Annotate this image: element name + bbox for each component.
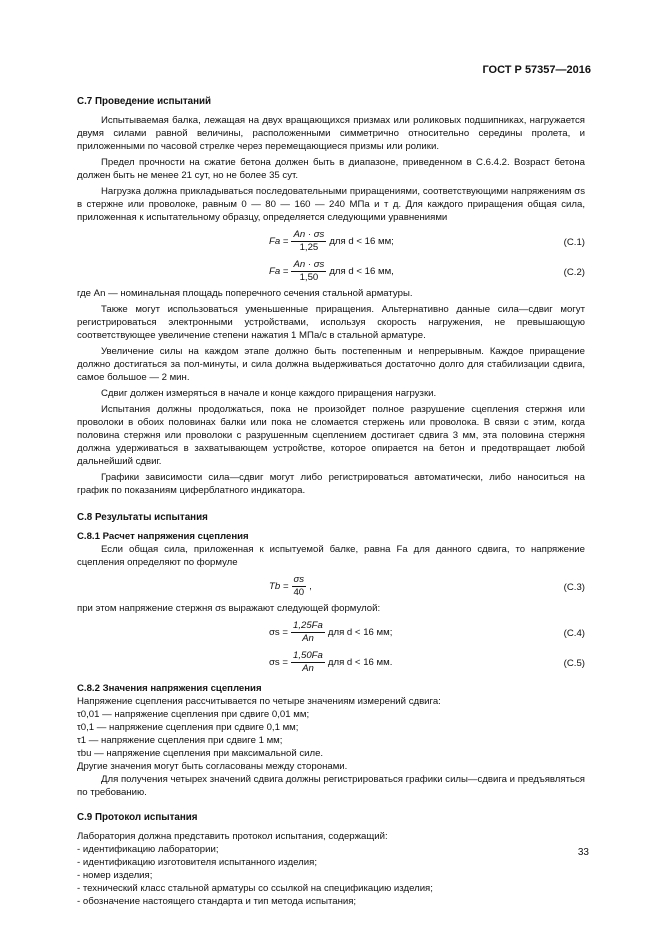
section-c9-title: С.9 Протокол испытания <box>77 812 198 823</box>
equation-c2: Fa = $\frac{An \cdot \sigma s}{1,50}$ для d < 16 мм, (С.2) <box>269 259 585 283</box>
eq-denominator: 40 <box>293 587 305 598</box>
eq-numerator: 1,50Fa <box>293 650 323 661</box>
eq-denominator: 1,25 <box>299 242 319 253</box>
eq-lhs: Tb = <box>269 581 289 592</box>
list-item: τbu — напряжение сцепления при максимальной силе. <box>77 748 324 759</box>
paragraph: Предел прочности на сжатие бетона должен быть в диапазоне, приведенном в С.6.4.2. Возраст бетона должен быть не менее 21 сут, но не более 35 сут. <box>77 157 585 181</box>
paragraph: Графики зависимости сила—сдвиг могут либо регистрироваться автоматически, либо наноситься на график по показаниям циферблатного индикатора. <box>77 472 585 496</box>
eq-numerator: An · σs <box>293 229 325 240</box>
eq-numerator: 1,25Fa <box>293 620 323 631</box>
list-intro: Лаборатория должна представить протокол испытания, содержащий: <box>77 831 388 842</box>
subsection-c81-title: С.8.1 Расчет напряжения сцепления <box>77 531 249 542</box>
paragraph: Испытываемая балка, лежащая на двух вращающихся призмах или роликовых подшипниках, нагружается двумя силами равной величины, расположенными симметрично относительно середины пролета, и приложенными по часовой стрелке через перемещающиеся призмы или ролики. <box>77 115 585 152</box>
eq-lhs: Fa <box>269 266 281 277</box>
section-c7-title: С.7 Проведение испытаний <box>77 96 212 107</box>
page-content <box>77 95 585 908</box>
eq-denominator: 1,50 <box>299 272 319 283</box>
eq-lhs: σs = <box>269 627 288 638</box>
report-contents-list <box>77 830 585 908</box>
eq-condition: для d < 16 мм; <box>329 236 394 247</box>
eq-lhs: σs = <box>269 657 288 668</box>
paragraph: Сдвиг должен измеряться в начале и конце каждого приращения нагрузки. <box>101 388 437 399</box>
list-item: τ0,01 — напряжение сцепления при сдвиге 0,01 мм; <box>77 709 310 720</box>
equation-number: (С.4) <box>563 628 585 639</box>
paragraph: Также могут использоваться уменьшенные приращения. Альтернативно данные сила—сдвиг могут регистрироваться электронными устройствами, используя скорость нагружения, не превышающую соответствующее увеличение степени нажатия 1 МПа/с в стальной арматуре. <box>77 304 585 341</box>
where-clause: где An — номинальная площадь поперечного сечения стальной арматуры. <box>77 288 413 299</box>
equation-c5 <box>77 648 585 676</box>
equation-number: (С.5) <box>563 658 585 669</box>
paragraph: Если общая сила, приложенная к испытуемой балке, равна Fa для данного сдвига, то напряжение сцепления определяют по формуле <box>77 544 585 568</box>
eq-condition: для d < 16 мм; <box>327 627 393 638</box>
eq-numerator: σs <box>293 574 305 585</box>
eq-tail: , <box>309 581 312 592</box>
list-item: - идентификацию изготовителя испытанного изделия; <box>77 857 317 868</box>
page-number: 33 <box>577 847 589 858</box>
eq-lhs: Fa <box>269 236 281 247</box>
paragraph: Для получения четырех значений сдвига должны регистрироваться графики силы—сдвига и предъявляться по требованию. <box>77 774 585 798</box>
subsection-c82-title: С.8.2 Значения напряжения сцепления <box>77 683 262 694</box>
list-item: - технический класс стальной арматуры со ссылкой на спецификацию изделия; <box>77 883 433 894</box>
paragraph: Увеличение силы на каждом этапе должно быть постепенным и непрерывным. Каждое приращение должно достигаться за пол-минуты, и сила должна выдерживаться достаточно долго для стабилизации сдвига, самое большое — 2 мин. <box>77 346 585 383</box>
equation-number: (С.1) <box>563 237 585 248</box>
eq-numerator: An · σs <box>293 259 325 270</box>
paragraph: при этом напряжение стержня σs выражают следующей формулой: <box>77 603 381 614</box>
list-item: Другие значения могут быть согласованы между сторонами. <box>77 761 348 772</box>
equation-c4 <box>77 618 585 646</box>
list-item: - номер изделия; <box>77 870 153 881</box>
document-code: ГОСТ Р 57357—2016 <box>482 64 591 76</box>
paragraph: Испытания должны продолжаться, пока не произойдет полное разрушение сцепления стержня или проволоки в обоих половинах балки или пока не сломается стержень или проволока. В связи с этим, когда половина стержня или проволоки с разрушенным сцеплением достигает сдвига 3 мм, эта половина стержня должна удерживаться в захватывающем устройстве, которое опирается на бетон и предотвращает любой дальнейший сдвиг. <box>77 404 585 467</box>
list-item: τ0,1 — напряжение сцепления при сдвиге 0,1 мм; <box>77 722 299 733</box>
list-item: - идентификацию лаборатории; <box>77 844 219 855</box>
section-c8-title: С.8 Результаты испытания <box>77 512 208 523</box>
eq-denominator: An <box>302 663 314 674</box>
equation-c1: Fa = $\frac{An \cdot \sigma s}{1,25}$ для d < 16 мм; (С.1) <box>269 229 585 253</box>
bond-stress-list <box>77 695 585 773</box>
equation-c3 <box>77 572 585 600</box>
eq-condition: для d < 16 мм. <box>327 657 393 668</box>
equation-number: (С.3) <box>563 582 585 593</box>
equation-number: (С.2) <box>563 267 585 278</box>
list-intro: Напряжение сцепления рассчитывается по четыре значениям измерений сдвига: <box>77 696 441 707</box>
eq-denominator: An <box>302 633 314 644</box>
paragraph: Нагрузка должна прикладываться последовательными приращениями, соответствующими напряжениям σs в стержне или проволоке, равным 0 — 80 — 160 — 240 МПа и т д. Для каждого приращения общая сила, приложенная к испытательному образцу, определяется следующими уравнениями <box>77 186 585 223</box>
eq-condition: для d < 16 мм, <box>329 266 394 277</box>
list-item: τ1 — напряжение сцепления при сдвиге 1 мм; <box>77 735 283 746</box>
list-item: - обозначение настоящего стандарта и тип метода испытания; <box>77 896 357 907</box>
